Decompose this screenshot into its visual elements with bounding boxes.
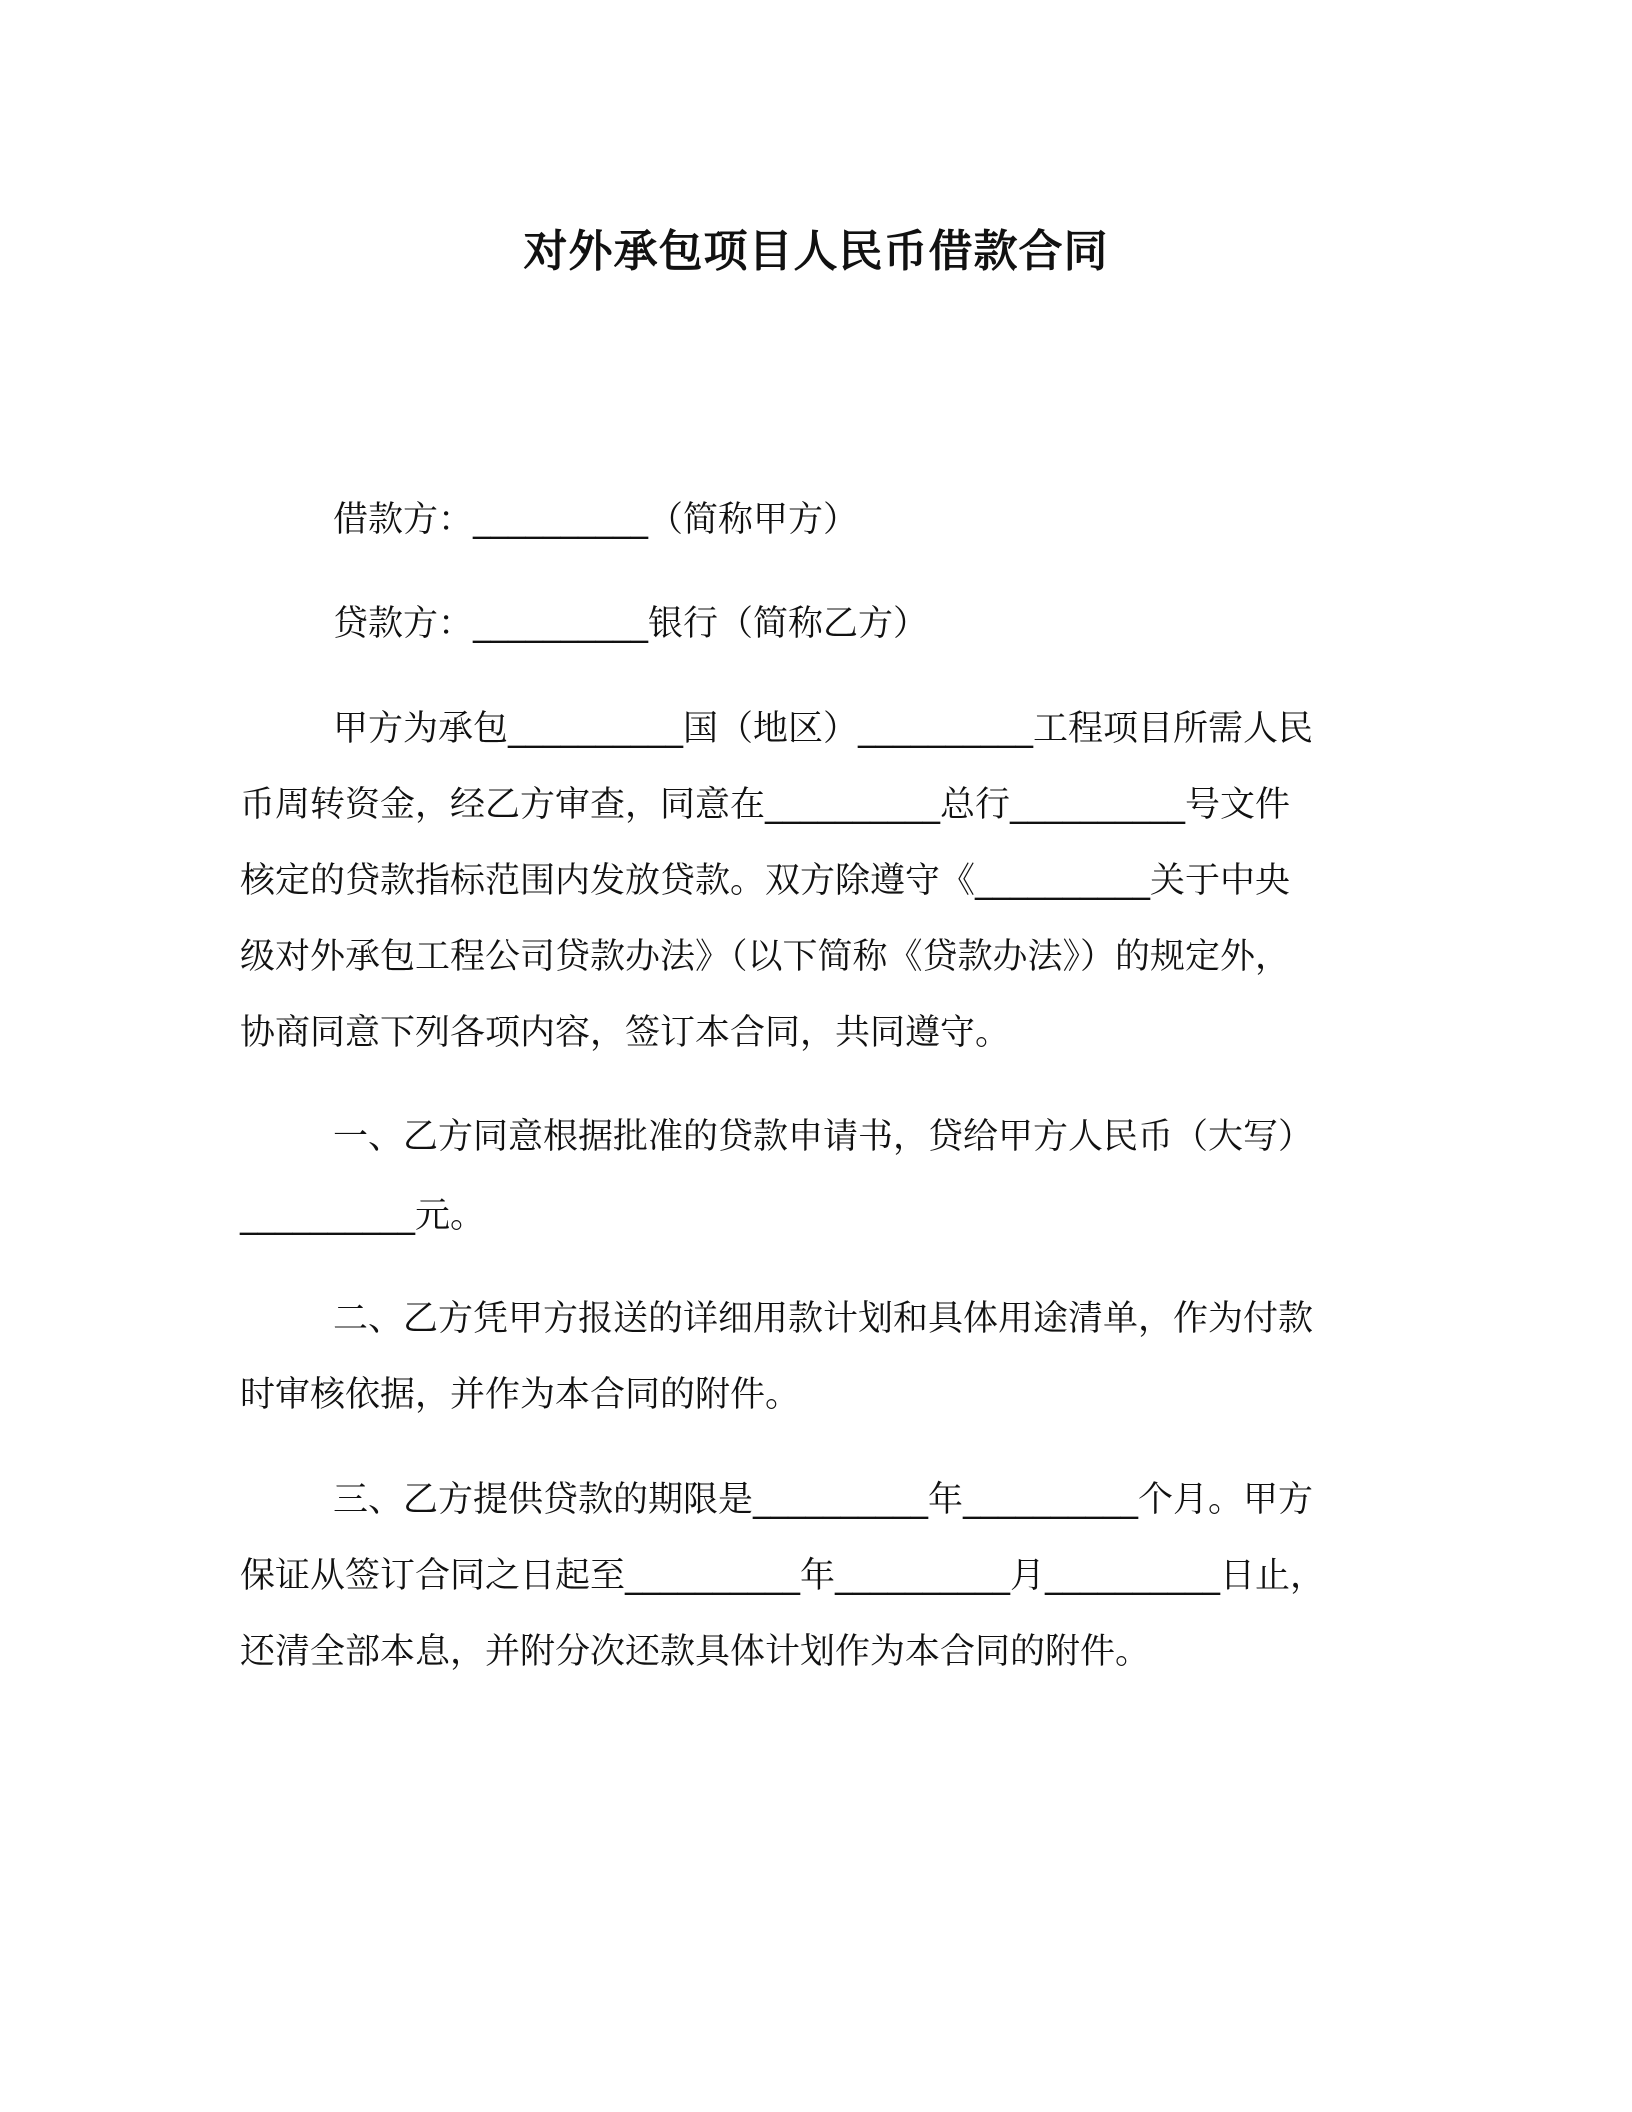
intro-paragraph-line-4: 级对外承包工程公司贷款办法》（以下简称《贷款办法》）的规定外， — [240, 937, 1291, 977]
page-title: 对外承包项目人民币借款合同 — [523, 226, 1109, 277]
clause-3-line-1: 三、乙方提供贷款的期限是__________年__________个月。甲方 — [333, 1480, 1314, 1520]
clause-2-line-1: 二、乙方凭甲方报送的详细用款计划和具体用途清单，作为付款 — [333, 1299, 1314, 1339]
intro-paragraph-line-3: 核定的贷款指标范围内发放贷款。双方除遵守《__________关于中央 — [240, 861, 1291, 901]
borrower-line: 借款方：__________（简称甲方） — [333, 500, 859, 540]
clause-3-line-2: 保证从签订合同之日起至__________年__________月__________日止， — [240, 1556, 1326, 1596]
intro-paragraph-line-5: 协商同意下列各项内容，签订本合同，共同遵守。 — [240, 1013, 1011, 1053]
clause-1-line-2: __________元。 — [240, 1196, 486, 1236]
lender-line: 贷款方：__________银行（简称乙方） — [333, 604, 929, 644]
intro-paragraph-line-1: 甲方为承包__________国（地区）__________工程项目所需人民 — [333, 709, 1314, 749]
intro-paragraph-line-2: 币周转资金，经乙方审查，同意在__________总行__________号文件 — [240, 785, 1291, 825]
clause-2-line-2: 时审核依据，并作为本合同的附件。 — [240, 1375, 801, 1415]
clause-3-line-3: 还清全部本息，并附分次还款具体计划作为本合同的附件。 — [240, 1632, 1151, 1672]
clause-1-line-1: 一、乙方同意根据批准的贷款申请书，贷给甲方人民币（大写） — [333, 1117, 1314, 1157]
